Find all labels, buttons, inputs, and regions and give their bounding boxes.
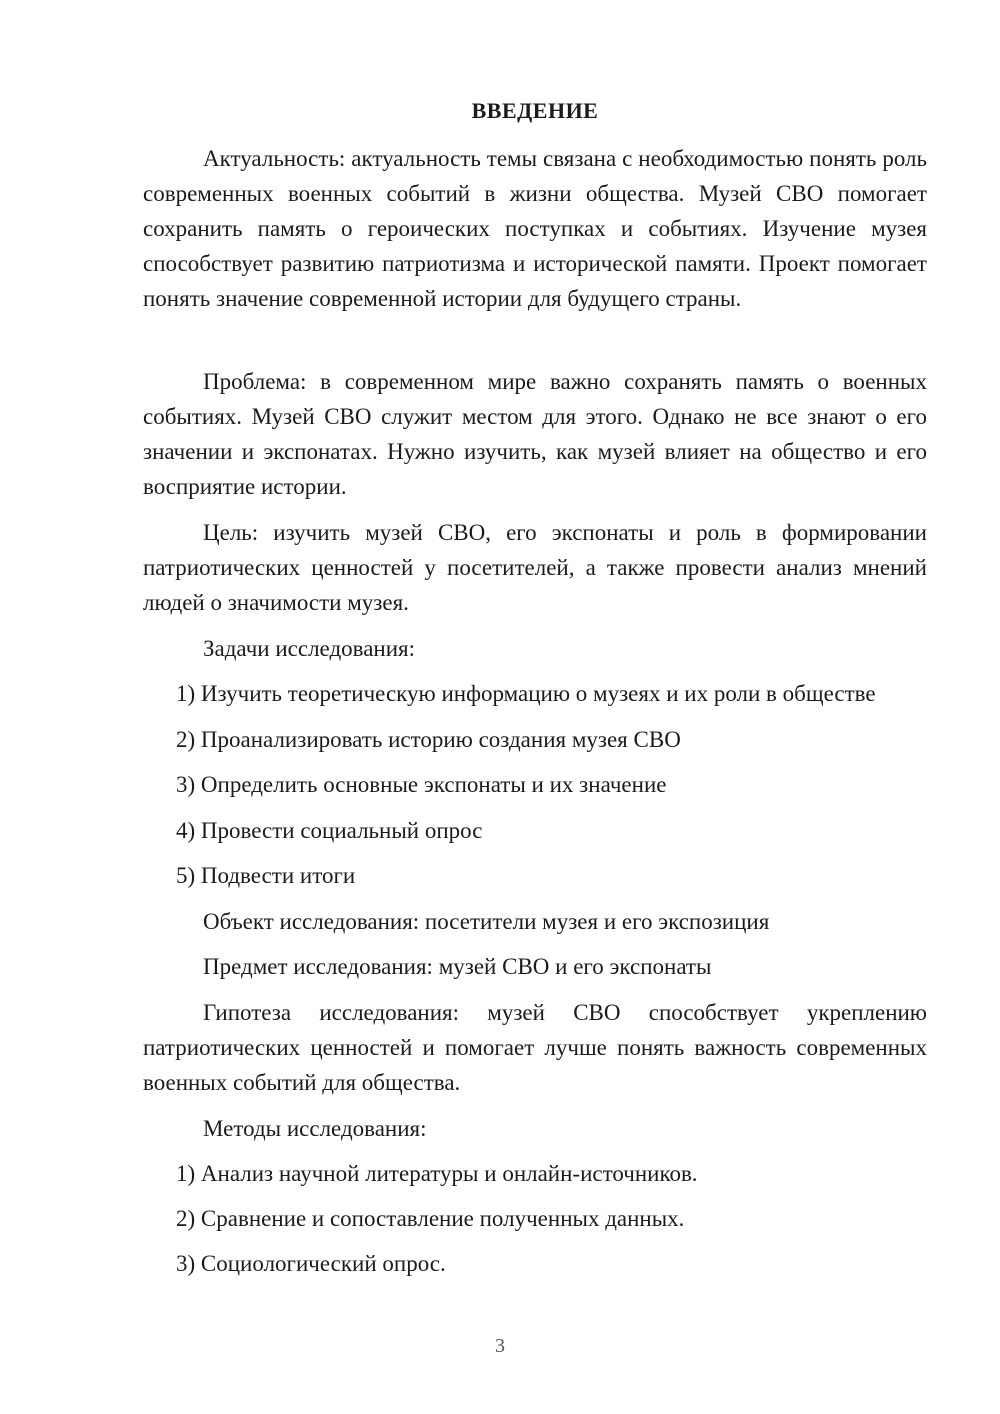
hypothesis-paragraph: Гипотеза исследования: музей СВО способствует укреплению патриотических ценностей и помогает лучше понять важность современных военных событий для общества. [143,1000,927,1095]
subject-paragraph: Предмет исследования: музей СВО и его экспонаты [203,954,712,979]
problem-paragraph: Проблема: в современном мире важно сохранять память о военных событиях. Музей СВО служит местом для этого. Однако не все знают о его значении и экспонатах. Нужно изучить, как музей влияет на общество и его восприятие истории. [143,369,927,499]
tasks-label: Задачи исследования: [203,636,416,661]
task-item: 4) Провести социальный опрос [176,818,483,843]
task-item: 5) Подвести итоги [176,863,356,888]
page-number: 3 [495,1335,505,1357]
method-item: 1) Анализ научной литературы и онлайн-источников. [176,1161,698,1186]
task-item: 2) Проанализировать историю создания музея СВО [176,727,681,752]
method-item: 2) Сравнение и сопоставление полученных данных. [176,1206,685,1231]
relevance-paragraph: Актуальность: актуальность темы связана с необходимостью понять роль современных военных событий в жизни общества. Музей СВО помогает сохранить память о героических поступках и событиях. Изучение музея способствует развитию патриотизма и исторической памяти. Проект помогает понять значение современной истории для будущего страны. [143,146,927,311]
methods-label: Методы исследования: [203,1116,427,1141]
goal-paragraph: Цель: изучить музей СВО, его экспонаты и роль в формировании патриотических ценностей у посетителей, а также провести анализ мнений людей о значимости музея. [143,520,927,615]
object-paragraph: Объект исследования: посетители музея и его экспозиция [203,909,770,934]
page-title: ВВЕДЕНИЕ [471,98,599,123]
method-item: 3) Социологический опрос. [176,1251,446,1276]
task-item: 3) Определить основные экспонаты и их значение [176,772,667,797]
task-item: 1) Изучить теоретическую информацию о музеях и их роли в обществе [176,681,876,706]
